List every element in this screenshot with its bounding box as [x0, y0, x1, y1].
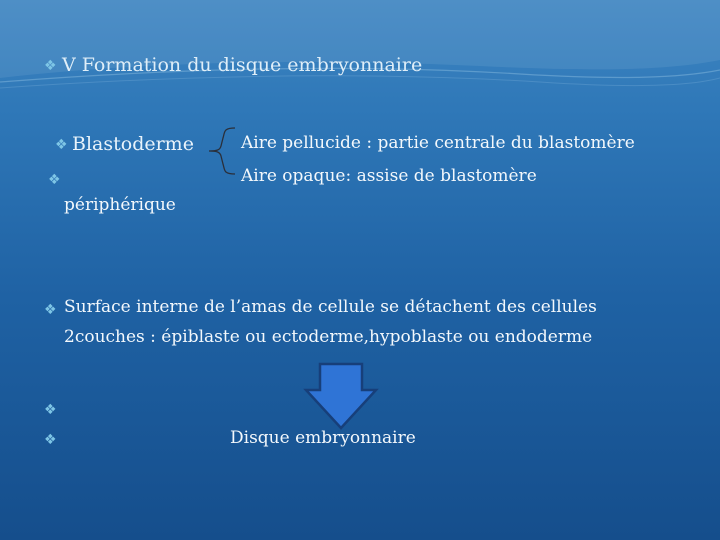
bullet-icon: ❖ [44, 58, 57, 74]
aire-opaque-text: Aire opaque: assise de blastomère [241, 166, 537, 186]
bullet-icon: ❖ [44, 432, 57, 448]
bullet-icon: ❖ [48, 172, 61, 188]
bullet-icon: ❖ [44, 402, 57, 418]
down-arrow-icon [303, 361, 379, 431]
surface-line-1: Surface interne de l’amas de cellule se détachent des cellules [64, 297, 597, 317]
blastoderme-label: Blastoderme [72, 133, 194, 155]
surface-line-2: 2couches : épiblaste ou ectoderme,hypoblaste ou endoderme [64, 327, 593, 347]
peripherique-label: périphérique [64, 195, 176, 215]
brace-icon [205, 124, 239, 176]
bullet-icon: ❖ [44, 302, 57, 318]
disque-embryonnaire-label: Disque embryonnaire [230, 428, 416, 448]
slide-title: V Formation du disque embryonnaire [62, 54, 423, 76]
bullet-icon: ❖ [55, 137, 68, 153]
aire-pellucide-text: Aire pellucide : partie centrale du blastomère [241, 133, 635, 153]
